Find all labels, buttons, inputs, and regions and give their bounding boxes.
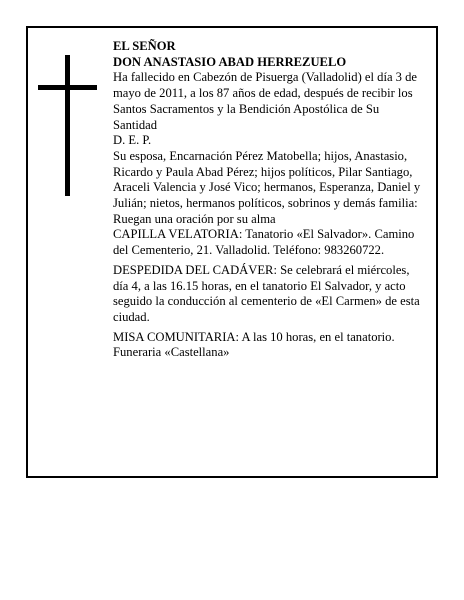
title-honorific: EL SEÑOR: [113, 39, 176, 53]
mass-info: MISA COMUNITARIA: A las 10 horas, en el tanatorio.: [113, 329, 395, 344]
chapel-info: CAPILLA VELATORIA: Tanatorio «El Salvador». Camino del Cementerio, 21. Valladolid. Teléfono: 983260722.: [113, 227, 415, 258]
funeral-home: Funeraria «Castellana»: [113, 345, 230, 360]
death-announcement: Ha fallecido en Cabezón de Pisuerga (Valladolid) el día 3 de mayo de 2011, a los 87 años de edad, después de recibir los Santos Sacramentos y la Bendición Apostólica de Su Santidad: [113, 70, 418, 132]
farewell-info: DESPEDIDA DEL CADÁVER: Se celebrará el miércoles, día 4, a las 16.15 horas, en el tanatorio El Salvador, y acto seguido la conducción al cementerio de «El Carmen» de esta ciudad.: [113, 262, 420, 324]
dep-label: D. E. P.: [113, 133, 152, 148]
cross-icon-bar: [38, 85, 97, 90]
prayer-request: Ruegan una oración por su alma: [113, 211, 276, 226]
deceased-name: DON ANASTASIO ABAD HERREZUELO: [113, 54, 347, 69]
obituary-text: [113, 39, 425, 361]
family-list: Su esposa, Encarnación Pérez Matobella; hijos, Anastasio, Ricardo y Paula Abad Pérez; hijos políticos, Pilar Santiago, Araceli Valencia y José Vico; hermanos, Esperanza, Daniel y Julián; nietos, hermanos políticos, sobrinos y demás familia:: [113, 148, 421, 211]
cross-icon: [65, 55, 70, 196]
